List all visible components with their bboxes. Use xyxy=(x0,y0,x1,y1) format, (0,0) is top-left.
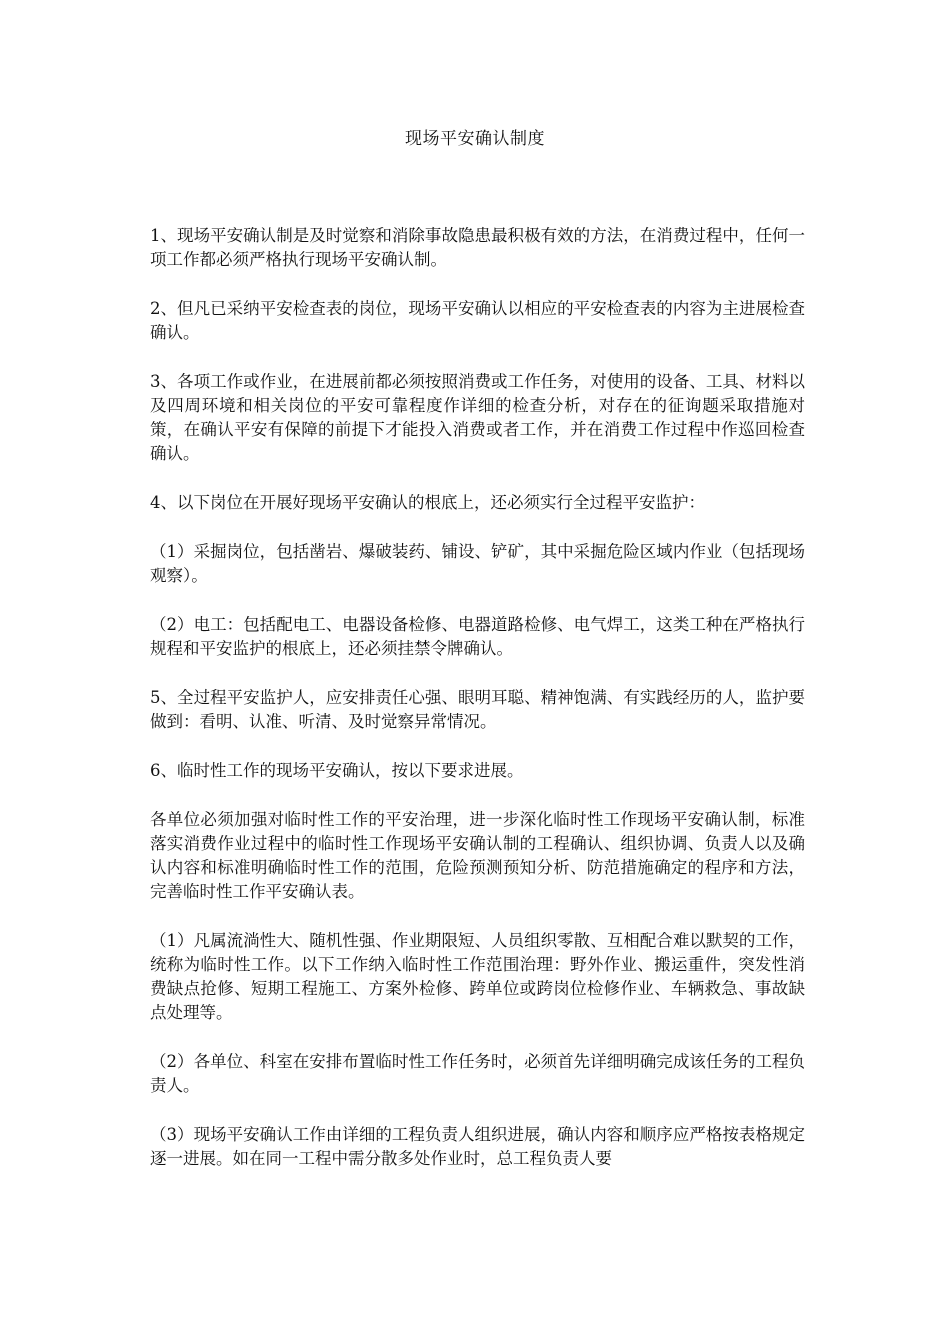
paragraph: （1）凡属流淌性大、随机性强、作业期限短、人员组织零散、互相配合难以默契的工作，统称为临时性工作。以下工作纳入临时性工作范围治理：野外作业、搬运重件，突发性消费缺点抢修、短期工程施工、方案外检修、跨单位或跨岗位检修作业、车辆救急、事故缺点处理等。 xyxy=(150,931,805,1022)
paragraph: 2、但凡已采纳平安检查表的岗位，现场平安确认以相应的平安检查表的内容为主进展检查确认。 xyxy=(150,299,805,342)
document-title: 现场平安确认制度 xyxy=(405,129,545,149)
document-body xyxy=(150,224,805,1196)
paragraph: （2）电工：包括配电工、电器设备检修、电器道路检修、电气焊工，这类工种在严格执行规程和平安监护的根底上，还必须挂禁令牌确认。 xyxy=(150,615,805,658)
paragraph: 3、各项工作或作业，在进展前都必须按照消费或工作任务，对使用的设备、工具、材料以及四周环境和相关岗位的平安可靠程度作详细的检查分析，对存在的征询题采取措施对策，在确认平安有保障的前提下才能投入消费或者工作，并在消费工作过程中作巡回检查确认。 xyxy=(150,372,805,463)
paragraph: （2）各单位、科室在安排布置临时性工作任务时，必须首先详细明确完成该任务的工程负责人。 xyxy=(150,1052,805,1095)
paragraph: （1）采掘岗位，包括凿岩、爆破装药、铺设、铲矿，其中采掘危险区域内作业（包括现场观察）。 xyxy=(150,542,805,585)
paragraph: 5、全过程平安监护人，应安排责任心强、眼明耳聪、精神饱满、有实践经历的人，监护要做到：看明、认准、听清、及时觉察异常情况。 xyxy=(150,688,805,731)
paragraph: 1、现场平安确认制是及时觉察和消除事故隐患最积极有效的方法，在消费过程中，任何一项工作都必须严格执行现场平安确认制。 xyxy=(150,226,805,269)
paragraph: 各单位必须加强对临时性工作的平安治理，进一步深化临时性工作现场平安确认制，标准落实消费作业过程中的临时性工作现场平安确认制的工程确认、组织协调、负责人以及确认内容和标准明确临时性工作的范围，危险预测预知分析、防范措施确定的程序和方法，完善临时性工作平安确认表。 xyxy=(150,810,805,901)
paragraph: （3）现场平安确认工作由详细的工程负责人组织进展，确认内容和顺序应严格按表格规定逐一进展。如在同一工程中需分散多处作业时，总工程负责人要 xyxy=(150,1125,805,1168)
paragraph: 6、临时性工作的现场平安确认，按以下要求进展。 xyxy=(150,761,524,780)
paragraph: 4、以下岗位在开展好现场平安确认的根底上，还必须实行全过程平安监护： xyxy=(150,493,705,512)
